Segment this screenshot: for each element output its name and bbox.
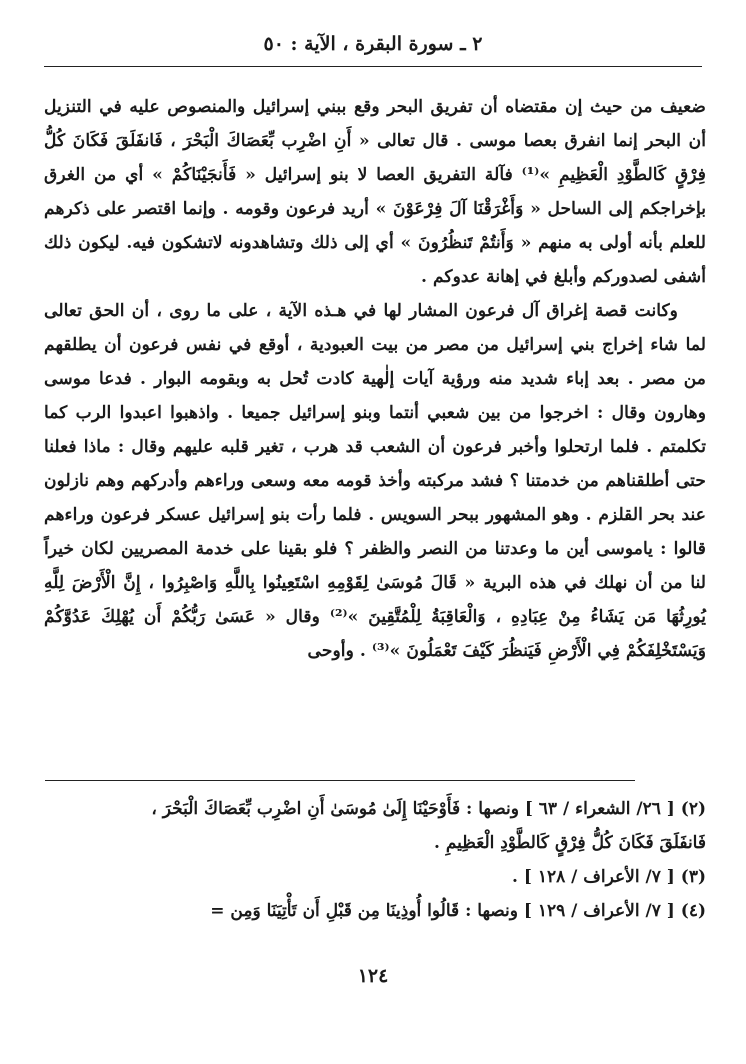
footnote-text: [ ٧/ الأعراف / ١٢٩ ] ونصها : قَالُوا أُوذِينَا مِن قَبْلِ أَن تَأْتِيَنَا وَمِن = — [210, 901, 675, 921]
footnote-marker: (٢) — [680, 799, 706, 819]
paragraph-2: وكانت قصة إغراق آل فرعون المشار لها في هـذه الآية ، على ما روى ، أن الحق تعالى لما شاء إخراج بني إسرائيل من مصر من بيت العبودية ، أوقع في نفس فرعون أن يطلقهم من مصر . بعد إباء شديد منه ورؤية آيات إلٰهية كادت تُحل به وبقومه البوار . فدعا موسى وهارون وقال : اخرجوا من بين شعبي أنتما وبنو إسرائيل جميعا . واذهبوا اعبدوا الرب كما تكلمتم . فلما ارتحلوا وأخبر فرعون أن الشعب قد هرب ، تغير قلبه عليهم وقال : ماذا فعلنا حتى أطلقناهم من خدمتنا ؟ فشد مركبته وأخذ قومه معه وسعى وراءهم وأدركهم وهم نازلون عند بحر القلزم . وهو المشهور ببحر السويس . فلما رأت بنو إسرائيل عسكر فرعون وراءهم قالوا : ياموسى أين ما وعدتنا من النصر والظفر ؟ فلو بقينا على خدمة المصريين لكان خيراً لنا من أن نهلك في هذه البرية « قَالَ مُوسَىٰ لِقَوْمِهِ اسْتَعِينُوا بِاللَّهِ وَاصْبِرُوا ، إِنَّ الْأَرْضَ لِلَّهِ يُورِثُهَا مَن يَشَاءُ مِنْ عِبَادِهِ ، وَالْعَاقِبَةُ لِلْمُتَّقِينَ »⁽²⁾ وقال « عَسَىٰ رَبُّكُمْ أَن يُهْلِكَ عَدُوَّكُمْ وَيَسْتَخْلِفَكُمْ فِي الْأَرْضِ فَيَنظُرَ كَيْفَ تَعْمَلُونَ »⁽³⁾ . وأوحى — [44, 301, 706, 661]
paragraph-1: ضعيف من حيث إن مقتضاه أن تفريق البحر وقع ببني إسرائيل والمنصوص عليه في التنزيل أن البحر إنما انفرق بعصا موسى . قال تعالى « أَنِ اضْرِب بِّعَصَاكَ الْبَحْرَ ، فَانفَلَقَ فَكَانَ كُلُّ فِرْقٍ كَالطَّوْدِ الْعَظِيمِ »⁽¹⁾ فآلة التفريق العصا لا بنو إسرائيل « فَأَنجَيْنَاكُمْ » أي من الغرق بإخراجكم إلى الساحل « وَأَغْرَقْنَا آلَ فِرْعَوْنَ » أريد فرعون وقومه . وإنما اقتصر على ذكرهم للعلم بأنه أولى به منهم « وَأَنتُمْ تَنظُرُونَ » أي إلى ذلك وتشاهدونه لاتشكون فيه. ليكون ذلك أشفى لصدوركم وأبلغ في إهانة عدوكم . — [44, 97, 706, 287]
footnote-text: [ ٢٦/ الشعراء / ٦٣ ] ونصها : فَأَوْحَيْنَا إِلَىٰ مُوسَىٰ أَنِ اضْرِب بِّعَصَاكَ الْبَحْرَ ، — [151, 799, 675, 819]
main-text — [44, 90, 706, 668]
footnote-marker: (٤) — [680, 901, 706, 921]
footnotes — [44, 792, 706, 928]
footnote-4 — [44, 894, 706, 928]
running-title: ٢ ـ سورة البقرة ، الآية : ٥٠ — [263, 33, 483, 55]
footnote-3 — [44, 860, 706, 894]
footnote-rule — [45, 780, 635, 781]
page-number: ١٢٤ — [357, 965, 389, 987]
footnote-text: [ ٧/ الأعراف / ١٢٨ ] . — [512, 867, 675, 887]
footnote-marker: (٣) — [680, 867, 706, 887]
header-rule — [44, 66, 702, 67]
footnote-2 — [44, 792, 706, 826]
footnote-2-continuation: فَانفَلَقَ فَكَانَ كُلُّ فِرْقٍ كَالطَّوْدِ الْعَظِيمِ . — [434, 833, 706, 853]
